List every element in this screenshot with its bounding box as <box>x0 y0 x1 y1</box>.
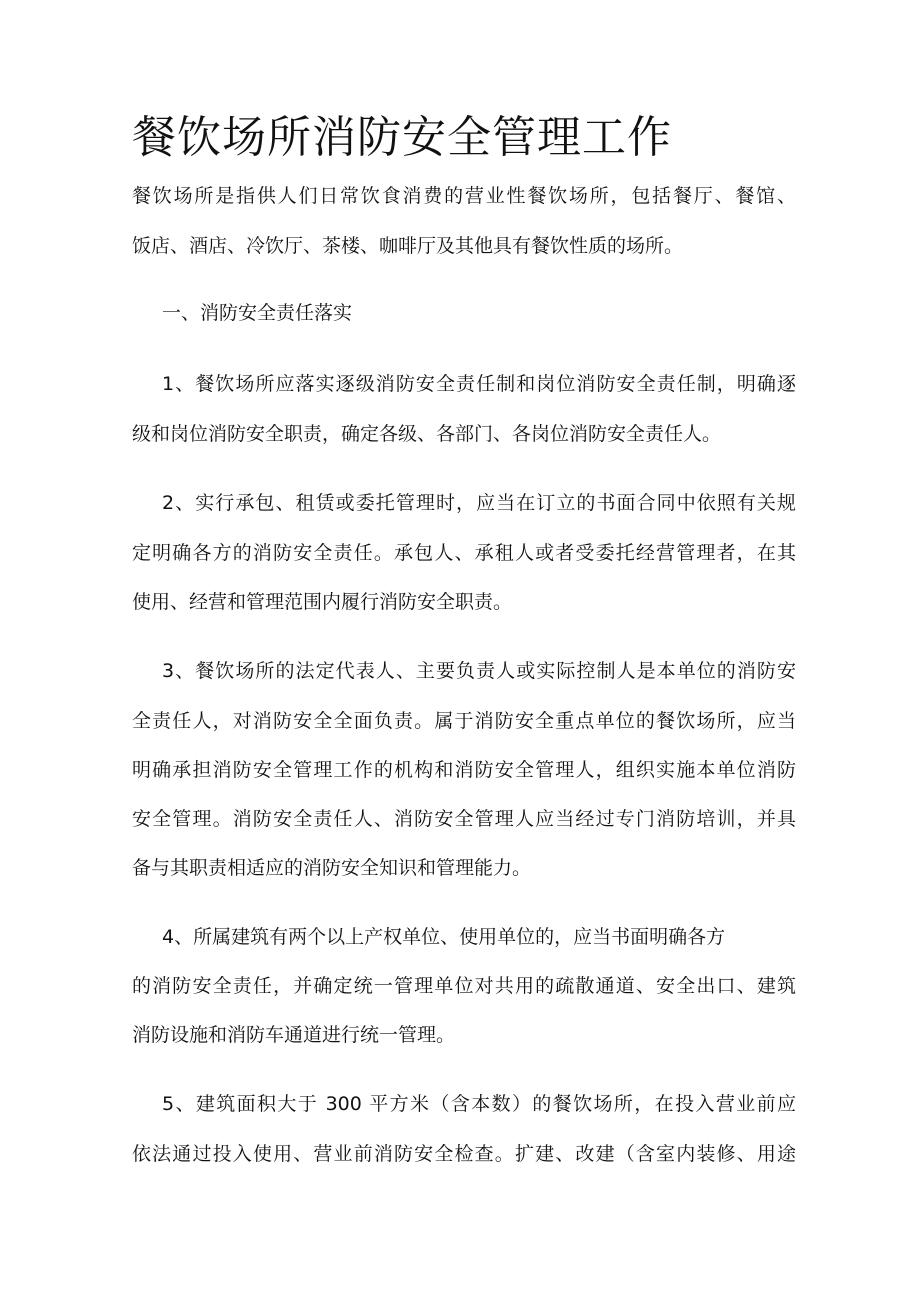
document-title: 餐饮场所消防安全管理工作 <box>132 112 672 163</box>
paragraph-line: 定明确各方的消防安全责任。承包人、承租人或者受委托经营管理者，在其 <box>132 542 796 564</box>
paragraph-line: 安全管理。消防安全责任人、消防安全管理人应当经过专门消防培训，并具 <box>132 808 796 830</box>
paragraph-line: 5、建筑面积大于 300 平方米（含本数）的餐饮场所，在投入营业前应 <box>162 1093 796 1115</box>
paragraph-line: 的消防安全责任，并确定统一管理单位对共用的疏散通道、安全出口、建筑 <box>132 975 796 997</box>
paragraph-line: 饭店、酒店、冷饮厅、茶楼、咖啡厅及其他具有餐饮性质的场所。 <box>132 235 684 257</box>
paragraph-line: 使用、经营和管理范围内履行消防安全职责。 <box>132 591 513 613</box>
paragraph-line: 1、餐饮场所应落实逐级消防安全责任制和岗位消防安全责任制，明确逐 <box>162 373 796 395</box>
section-heading: 一、消防安全责任落实 <box>162 302 353 324</box>
paragraph-line: 3、餐饮场所的法定代表人、主要负责人或实际控制人是本单位的消防安 <box>162 660 796 682</box>
paragraph-line: 明确承担消防安全管理工作的机构和消防安全管理人，组织实施本单位消防 <box>132 759 796 781</box>
paragraph-line: 4、所属建筑有两个以上产权单位、使用单位的，应当书面明确各方 <box>162 926 726 948</box>
paragraph-line: 备与其职责相适应的消防安全知识和管理能力。 <box>132 857 532 879</box>
paragraph-line: 级和岗位消防安全职责，确定各级、各部门、各岗位消防安全责任人。 <box>132 423 722 445</box>
paragraph-line: 全责任人，对消防安全全面负责。属于消防安全重点单位的餐饮场所，应当 <box>132 710 796 732</box>
paragraph-line: 2、实行承包、租赁或委托管理时，应当在订立的书面合同中依照有关规 <box>162 492 796 514</box>
paragraph-line: 消防设施和消防车通道进行统一管理。 <box>132 1024 456 1046</box>
paragraph-line: 依法通过投入使用、营业前消防安全检查。扩建、改建（含室内装修、用途 <box>132 1143 796 1165</box>
paragraph-line: 餐饮场所是指供人们日常饮食消费的营业性餐饮场所，包括餐厅、餐馆、 <box>132 185 796 207</box>
